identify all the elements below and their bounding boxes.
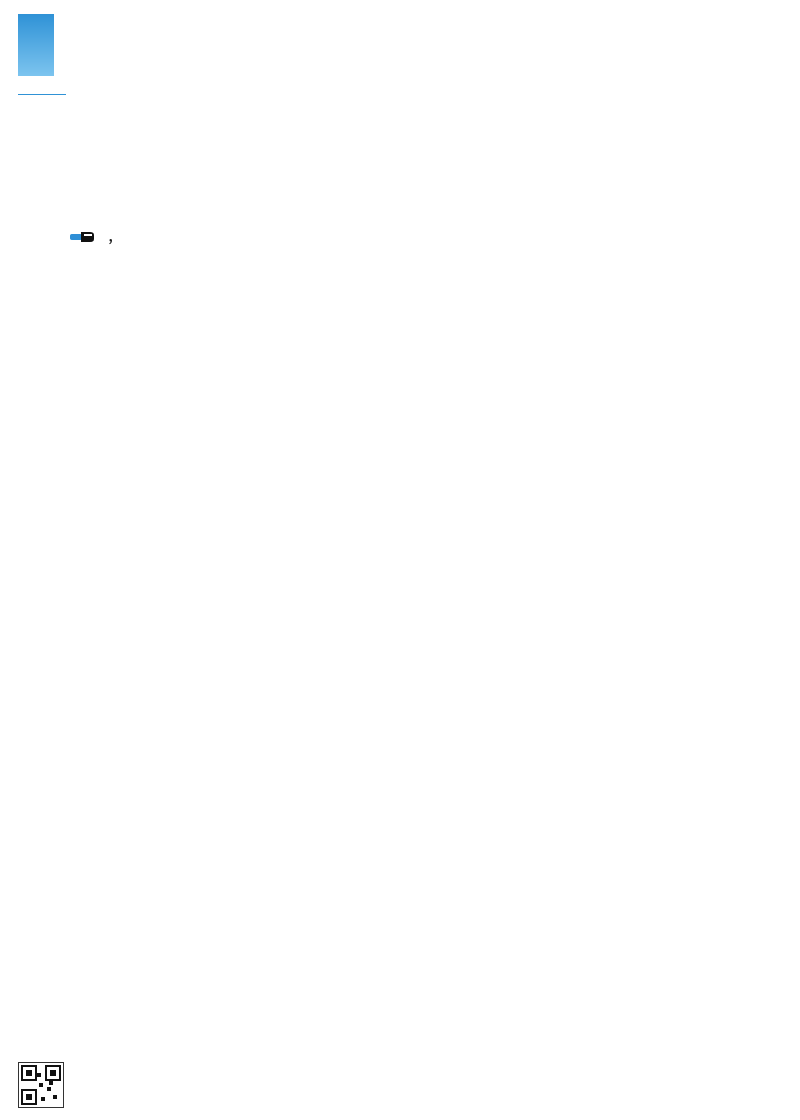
hand-pointer-icon [70, 230, 96, 244]
section-heading: ， [70, 226, 122, 248]
promo-footer [18, 1062, 338, 1112]
header-rule [18, 94, 66, 95]
qr-code-icon [18, 1062, 64, 1108]
chapter-header [18, 14, 248, 84]
chapter-tab [18, 14, 54, 76]
